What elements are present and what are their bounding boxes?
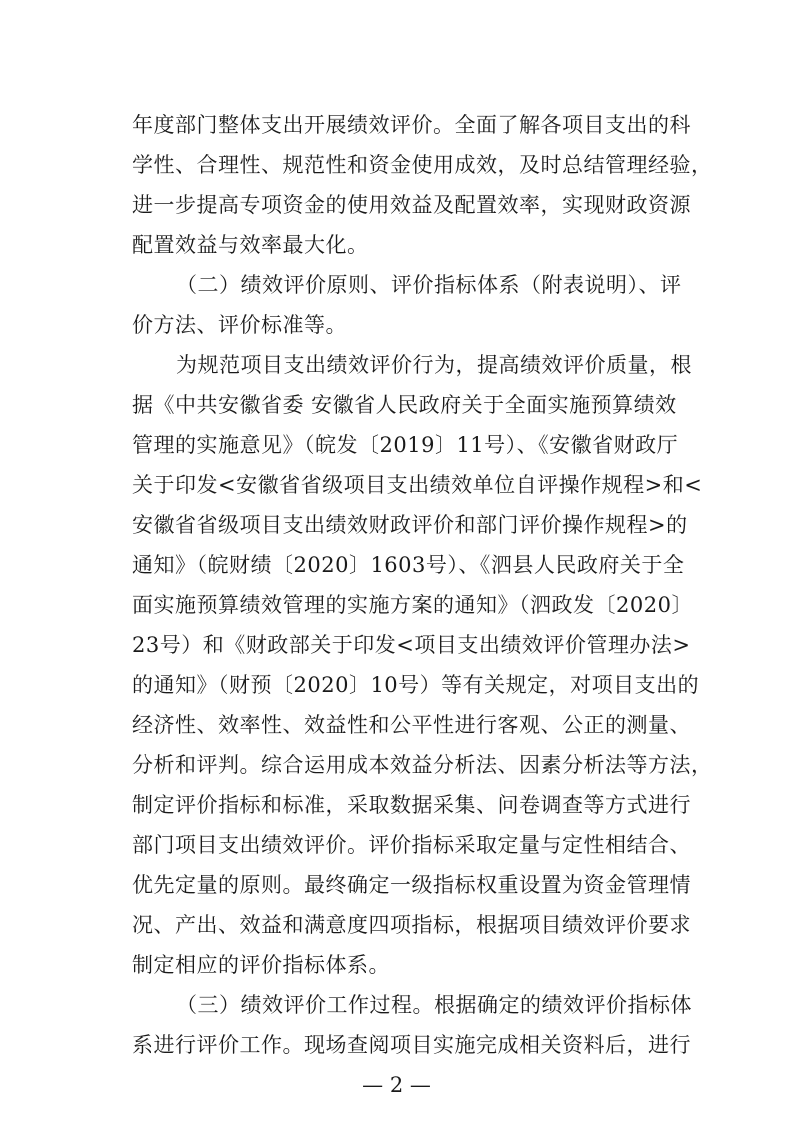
text-line: 优先定量的原则。最终确定一级指标权重设置为资金管理情 <box>132 873 691 897</box>
text-line: 进一步提高专项资金的使用效益及配置效率，实现财政资源 <box>132 193 691 217</box>
text-line: 年度部门整体支出开展绩效评价。全面了解各项目支出的科 <box>132 113 691 137</box>
text-line: 管理的实施意见》（皖发〔2019〕11号）、《安徽省财政厅 <box>132 433 679 457</box>
paragraph-start-line: 为规范项目支出绩效评价行为，提高绩效评价质量，根 <box>176 353 692 377</box>
page-number: — 2 — <box>362 1073 431 1097</box>
text-line: 经济性、效率性、效益性和公平性进行客观、公正的测量、 <box>132 713 691 737</box>
text-line: 分析和评判。综合运用成本效益分析法、因素分析法等方法， <box>132 753 713 777</box>
text-line: 安徽省省级项目支出绩效财政评价和部门评价操作规程>的 <box>132 513 688 537</box>
text-line: 据《中共安徽省委 安徽省人民政府关于全面实施预算绩效 <box>132 393 677 417</box>
text-line: 况、产出、效益和满意度四项指标，根据项目绩效评价要求 <box>132 913 691 937</box>
text-line: 的通知》（财预〔2020〕10号）等有关规定，对项目支出的 <box>132 673 700 697</box>
text-line: 23号）和《财政部关于印发<项目支出绩效评价管理办法> <box>132 633 691 657</box>
text-line: 关于印发<安徽省省级项目支出绩效单位自评操作规程>和< <box>132 473 703 497</box>
text-line: 价方法、评价标准等。 <box>132 313 347 337</box>
text-line: 配置效益与效率最大化。 <box>132 233 369 257</box>
text-line: 面实施预算绩效管理的实施方案的通知》（泗政发〔2020〕 <box>132 593 693 617</box>
text-line: 通知》（皖财绩〔2020〕1603号）、《泗县人民政府关于全 <box>132 553 685 577</box>
section-heading-line: （三）绩效评价工作过程。根据确定的绩效评价指标体 <box>176 993 692 1017</box>
text-line: 系进行评价工作。现场查阅项目实施完成相关资料后，进行 <box>132 1033 691 1057</box>
text-line: 部门项目支出绩效评价。评价指标采取定量与定性相结合、 <box>132 833 691 857</box>
text-line: 制定评价指标和标准，采取数据采集、问卷调查等方式进行 <box>132 793 691 817</box>
section-heading-line: （二）绩效评价原则、评价指标体系（附表说明）、评 <box>176 273 682 297</box>
text-line: 学性、合理性、规范性和资金使用成效，及时总结管理经验， <box>132 153 713 177</box>
text-line: 制定相应的评价指标体系。 <box>132 953 390 977</box>
